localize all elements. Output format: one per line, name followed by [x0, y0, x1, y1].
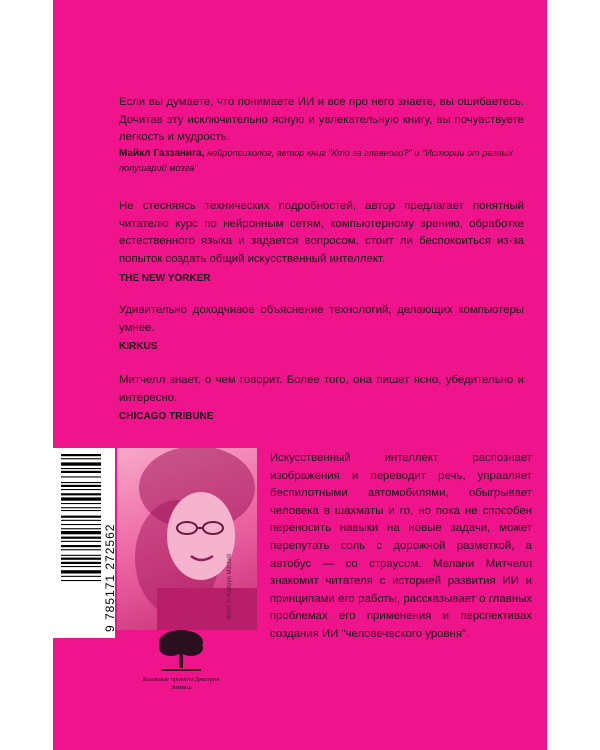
quote-2-text: Не стесняясь технических подробностей, автор предлагает понятный читателю курс по нейронным сетям, компьютерному зрению, обработке естественного языка и задается вопросом, стоит ли беспокоиться из-за попыток создать общий искусственный интеллект. — [119, 200, 524, 265]
tree-logo-icon — [151, 626, 211, 676]
quote-3-text: Удивительно доходчивое объяснение технологий, делающих компьютеры умнее. — [119, 304, 524, 334]
book-description: Искусственный интеллект распознает изображения и переводит речь, управляет беспилотными автомобилями, обыгрывает человека в шахматы и го, но пока не способен переносить навыки на новые задачи, может перепутать соль с дорожной разметкой, а автобус — со страусом. Мелани Митчелл знакомит читателя с историей развития ИИ и принципами его работы, рассказывает о главных проблемах его применения и перспективах создания ИИ "человеческого уровня". — [270, 452, 532, 640]
quote-1-text: Если вы думаете, что понимаете ИИ и все про него знаете, вы ошибаетесь. Дочитав эту исключительно ясную и увлекательную книгу, вы почувствуете легкость и мудрость. — [119, 96, 524, 144]
isbn-barcode — [53, 448, 115, 638]
quote-1-author: Майкл Газзанига, — [119, 148, 205, 159]
quote-3-source: KIRKUS — [119, 341, 158, 352]
publisher-name: Книжные проекты Дмитрия Зимина — [142, 676, 220, 691]
quote-1-author-desc: нейропсихолог, автор книг "Кто за главного?" и "Истории от разных полушарий мозга" — [119, 148, 513, 173]
quote-2-source: THE NEW YORKER — [119, 273, 211, 284]
quote-4-text: Митчелл знает, о чем говорит. Более того, она пишет ясно, убедительно и интересно. — [119, 374, 524, 404]
photo-credit: Фото: © Kathryn Mitchell — [227, 554, 233, 620]
back-cover — [53, 0, 547, 750]
quote-1-attribution — [119, 146, 519, 175]
barcode-number: 9 785171 272562 — [103, 523, 117, 632]
quote-4-source: CHICAGO TRIBUNE — [119, 411, 214, 422]
